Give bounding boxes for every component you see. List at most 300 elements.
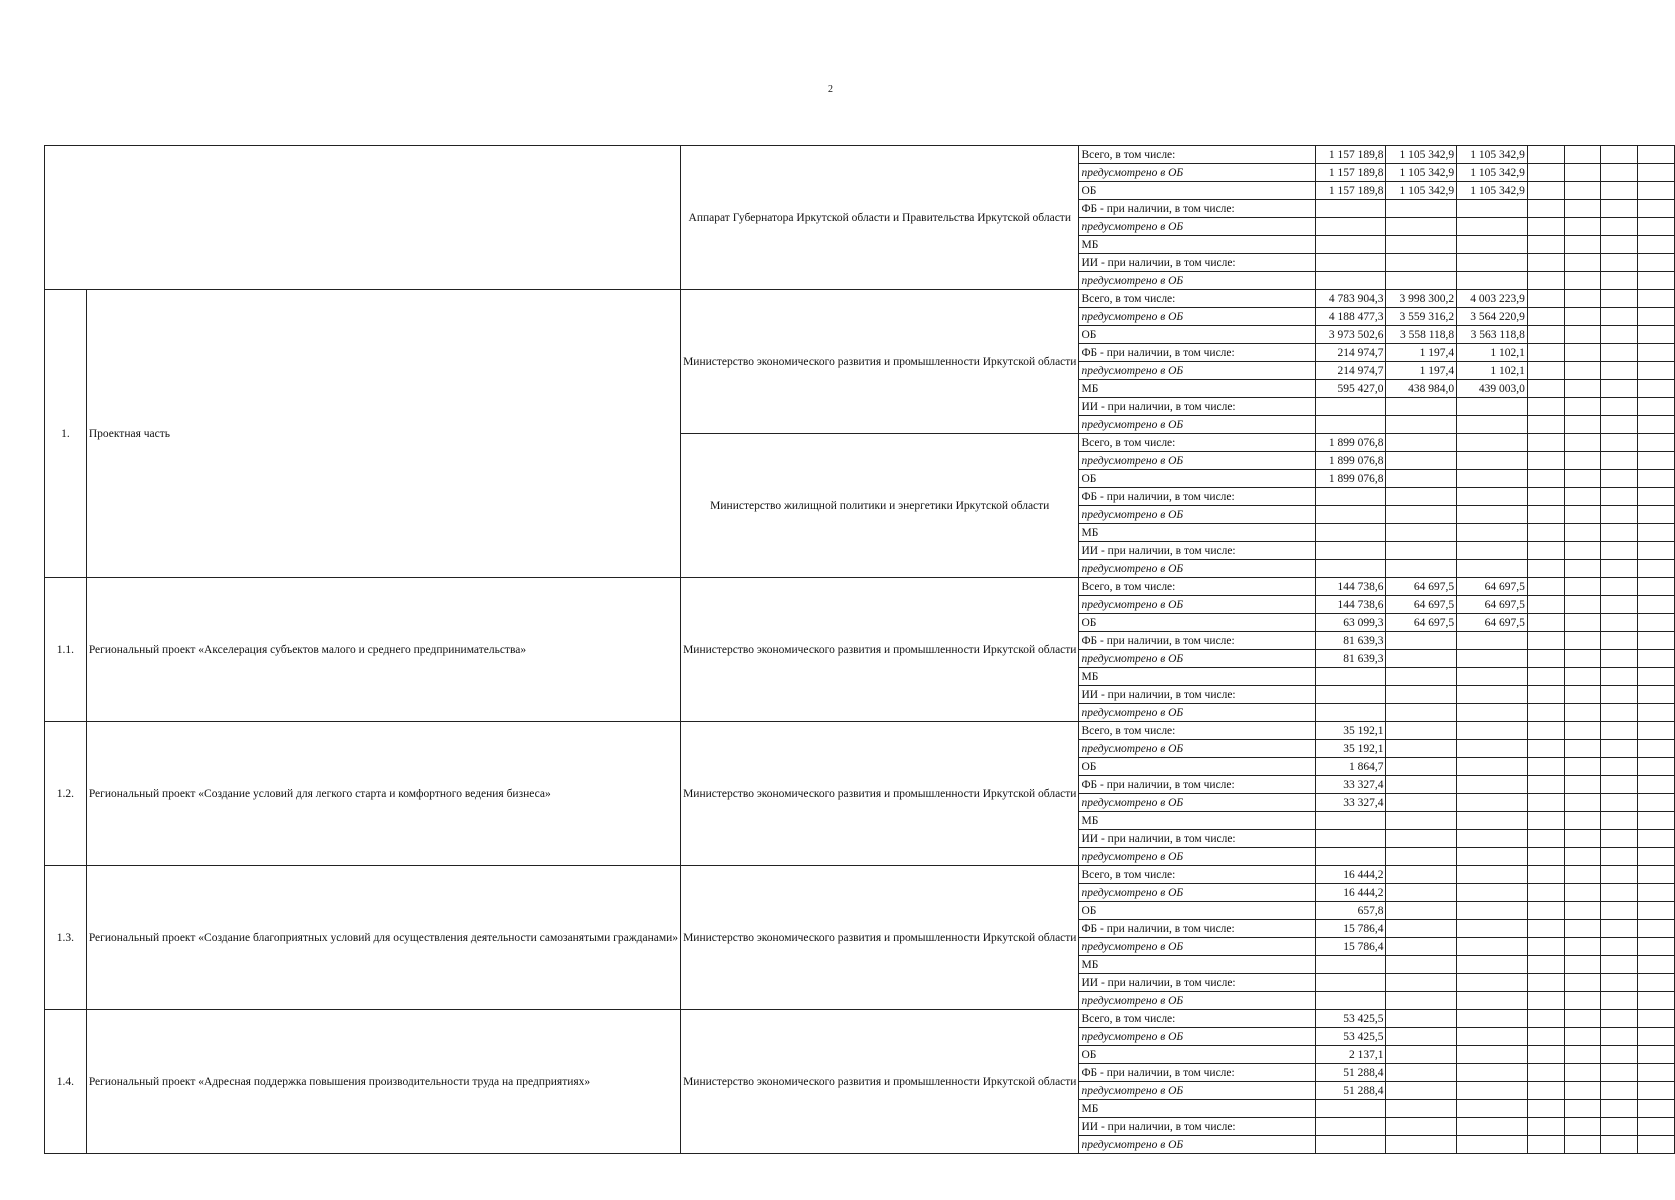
empty-cell xyxy=(1564,866,1601,884)
funding-source-label: предусмотрено в ОБ xyxy=(1079,452,1315,470)
empty-cell xyxy=(1527,254,1564,272)
empty-cell xyxy=(1527,776,1564,794)
funding-source-label: ОБ xyxy=(1079,1046,1315,1064)
amount-cell xyxy=(1386,560,1457,578)
funding-source-label: ФБ - при наличии, в том числе: xyxy=(1079,344,1315,362)
funding-source-label: ИИ - при наличии, в том числе: xyxy=(1079,686,1315,704)
empty-cell xyxy=(1638,164,1675,182)
empty-cell xyxy=(1638,794,1675,812)
empty-cell xyxy=(1601,200,1638,218)
empty-cell xyxy=(1638,416,1675,434)
funding-source-label: МБ xyxy=(1079,1100,1315,1118)
amount-cell xyxy=(1315,812,1386,830)
amount-cell xyxy=(1386,650,1457,668)
section-name: Региональный проект «Создание благоприятных условий для осуществления деятельности самозанятыми гражданами» xyxy=(86,866,680,1010)
empty-cell xyxy=(1638,200,1675,218)
funding-source-label: МБ xyxy=(1079,524,1315,542)
empty-cell xyxy=(1564,704,1601,722)
amount-cell: 15 786,4 xyxy=(1315,938,1386,956)
amount-cell: 438 984,0 xyxy=(1386,380,1457,398)
empty-cell xyxy=(1601,290,1638,308)
empty-cell xyxy=(1527,146,1564,164)
empty-cell xyxy=(1527,362,1564,380)
empty-cell xyxy=(1638,866,1675,884)
empty-cell xyxy=(1527,938,1564,956)
empty-cell xyxy=(1638,506,1675,524)
empty-cell xyxy=(1527,956,1564,974)
empty-cell xyxy=(1564,200,1601,218)
empty-cell xyxy=(1601,1046,1638,1064)
empty-cell xyxy=(1638,722,1675,740)
amount-cell xyxy=(1457,812,1528,830)
empty-cell xyxy=(1638,1010,1675,1028)
amount-cell: 1 197,4 xyxy=(1386,344,1457,362)
empty-cell xyxy=(1601,272,1638,290)
amount-cell xyxy=(1457,686,1528,704)
empty-cell xyxy=(1601,668,1638,686)
empty-cell xyxy=(1527,560,1564,578)
table-row xyxy=(45,866,1675,884)
empty-cell xyxy=(1564,578,1601,596)
amount-cell xyxy=(1315,992,1386,1010)
empty-cell xyxy=(1564,542,1601,560)
amount-cell xyxy=(1315,1118,1386,1136)
amount-cell: 51 288,4 xyxy=(1315,1064,1386,1082)
empty-cell xyxy=(1601,794,1638,812)
empty-cell xyxy=(1564,830,1601,848)
amount-cell: 81 639,3 xyxy=(1315,650,1386,668)
empty-cell xyxy=(1638,218,1675,236)
empty-cell xyxy=(1601,974,1638,992)
amount-cell xyxy=(1386,938,1457,956)
empty-cell xyxy=(1638,902,1675,920)
amount-cell xyxy=(1386,236,1457,254)
empty-cell xyxy=(1601,632,1638,650)
amount-cell: 1 899 076,8 xyxy=(1315,452,1386,470)
empty-cell xyxy=(1638,704,1675,722)
empty-cell xyxy=(1601,578,1638,596)
amount-cell xyxy=(1457,668,1528,686)
empty-cell xyxy=(1564,1010,1601,1028)
empty-cell xyxy=(1564,812,1601,830)
empty-cell xyxy=(1564,992,1601,1010)
funding-source-label: ОБ xyxy=(1079,758,1315,776)
funding-source-label: предусмотрено в ОБ xyxy=(1079,218,1315,236)
budget-table xyxy=(44,145,1675,1154)
amount-cell: 1 899 076,8 xyxy=(1315,470,1386,488)
funding-source-label: ОБ xyxy=(1079,182,1315,200)
funding-source-label: ОБ xyxy=(1079,326,1315,344)
empty-cell xyxy=(1638,830,1675,848)
empty-cell xyxy=(1601,236,1638,254)
empty-cell xyxy=(1601,470,1638,488)
amount-cell xyxy=(1386,866,1457,884)
amount-cell xyxy=(1386,632,1457,650)
empty-cell xyxy=(1564,254,1601,272)
section-number: 1. xyxy=(45,290,87,578)
amount-cell: 3 998 300,2 xyxy=(1386,290,1457,308)
funding-source-label: МБ xyxy=(1079,236,1315,254)
empty-cell xyxy=(1601,398,1638,416)
empty-cell xyxy=(1638,434,1675,452)
funding-source-label: ФБ - при наличии, в том числе: xyxy=(1079,632,1315,650)
amount-cell xyxy=(1386,1082,1457,1100)
amount-cell xyxy=(1386,1010,1457,1028)
empty-cell xyxy=(1601,902,1638,920)
empty-cell xyxy=(1601,434,1638,452)
funding-source-label: Всего, в том числе: xyxy=(1079,866,1315,884)
funding-source-label: предусмотрено в ОБ xyxy=(1079,164,1315,182)
table-row xyxy=(45,146,1675,164)
funding-source-label: ИИ - при наличии, в том числе: xyxy=(1079,974,1315,992)
empty-cell xyxy=(1638,524,1675,542)
empty-cell xyxy=(1527,1028,1564,1046)
empty-cell xyxy=(1564,326,1601,344)
amount-cell xyxy=(1457,1118,1528,1136)
amount-cell xyxy=(1457,1028,1528,1046)
page-number: 2 xyxy=(828,84,833,95)
funding-source-label: МБ xyxy=(1079,956,1315,974)
empty-cell xyxy=(1527,1064,1564,1082)
amount-cell: 4 188 477,3 xyxy=(1315,308,1386,326)
amount-cell xyxy=(1315,668,1386,686)
executor-name: Министерство экономического развития и промышленности Иркутской области xyxy=(681,578,1079,722)
amount-cell: 3 564 220,9 xyxy=(1457,308,1528,326)
empty-cell xyxy=(1527,668,1564,686)
executor-name: Министерство экономического развития и промышленности Иркутской области xyxy=(681,866,1079,1010)
amount-cell xyxy=(1386,542,1457,560)
amount-cell xyxy=(1457,272,1528,290)
empty-cell xyxy=(1564,434,1601,452)
amount-cell: 16 444,2 xyxy=(1315,884,1386,902)
funding-source-label: Всего, в том числе: xyxy=(1079,146,1315,164)
funding-source-label: предусмотрено в ОБ xyxy=(1079,848,1315,866)
empty-cell xyxy=(1638,452,1675,470)
empty-cell xyxy=(1527,542,1564,560)
empty-cell xyxy=(1638,974,1675,992)
empty-cell xyxy=(1638,542,1675,560)
empty-cell xyxy=(1564,596,1601,614)
amount-cell xyxy=(1457,722,1528,740)
amount-cell: 33 327,4 xyxy=(1315,776,1386,794)
empty-cell xyxy=(1601,614,1638,632)
empty-cell xyxy=(1527,722,1564,740)
empty-cell xyxy=(1601,362,1638,380)
empty-cell xyxy=(1638,326,1675,344)
amount-cell xyxy=(1457,506,1528,524)
empty-cell xyxy=(1638,272,1675,290)
amount-cell: 64 697,5 xyxy=(1386,596,1457,614)
empty-cell xyxy=(1601,542,1638,560)
empty-cell xyxy=(1638,560,1675,578)
amount-cell: 1 105 342,9 xyxy=(1457,164,1528,182)
empty-cell xyxy=(1527,326,1564,344)
amount-cell xyxy=(1386,272,1457,290)
funding-source-label: ФБ - при наличии, в том числе: xyxy=(1079,488,1315,506)
empty-cell xyxy=(1638,596,1675,614)
empty-cell xyxy=(1527,902,1564,920)
amount-cell: 144 738,6 xyxy=(1315,596,1386,614)
amount-cell xyxy=(1386,506,1457,524)
amount-cell xyxy=(1386,902,1457,920)
empty-cell xyxy=(1601,812,1638,830)
amount-cell xyxy=(1315,542,1386,560)
funding-source-label: ФБ - при наличии, в том числе: xyxy=(1079,200,1315,218)
empty-cell xyxy=(1527,164,1564,182)
amount-cell xyxy=(1386,884,1457,902)
empty-cell xyxy=(1638,920,1675,938)
funding-source-label: Всего, в том числе: xyxy=(1079,722,1315,740)
empty-cell xyxy=(1527,290,1564,308)
amount-cell xyxy=(1386,524,1457,542)
funding-source-label: предусмотрено в ОБ xyxy=(1079,596,1315,614)
amount-cell xyxy=(1386,1100,1457,1118)
amount-cell: 595 427,0 xyxy=(1315,380,1386,398)
amount-cell: 3 559 316,2 xyxy=(1386,308,1457,326)
empty-cell xyxy=(1527,452,1564,470)
empty-cell xyxy=(1601,920,1638,938)
amount-cell xyxy=(1457,992,1528,1010)
table-row xyxy=(45,722,1675,740)
funding-source-label: МБ xyxy=(1079,380,1315,398)
amount-cell xyxy=(1386,416,1457,434)
amount-cell xyxy=(1457,416,1528,434)
empty-cell xyxy=(1527,308,1564,326)
empty-cell xyxy=(1638,488,1675,506)
amount-cell: 1 157 189,8 xyxy=(1315,146,1386,164)
amount-cell xyxy=(1386,254,1457,272)
empty-cell xyxy=(1638,614,1675,632)
empty-cell xyxy=(1564,506,1601,524)
empty-cell xyxy=(1527,218,1564,236)
section-name: Проектная часть xyxy=(86,290,680,578)
section-number: 1.3. xyxy=(45,866,87,1010)
amount-cell: 35 192,1 xyxy=(1315,740,1386,758)
funding-source-label: предусмотрено в ОБ xyxy=(1079,308,1315,326)
empty-cell xyxy=(1527,884,1564,902)
empty-cell xyxy=(1601,506,1638,524)
funding-source-label: предусмотрено в ОБ xyxy=(1079,740,1315,758)
amount-cell xyxy=(1457,632,1528,650)
amount-cell: 214 974,7 xyxy=(1315,362,1386,380)
empty-cell xyxy=(1564,614,1601,632)
empty-cell xyxy=(1601,1064,1638,1082)
empty-cell xyxy=(1527,866,1564,884)
amount-cell xyxy=(1457,398,1528,416)
section-name: Региональный проект «Создание условий для легкого старта и комфортного ведения бизнеса» xyxy=(86,722,680,866)
table-row xyxy=(45,1010,1675,1028)
amount-cell: 64 697,5 xyxy=(1457,614,1528,632)
amount-cell xyxy=(1386,488,1457,506)
empty-cell xyxy=(1601,884,1638,902)
amount-cell: 214 974,7 xyxy=(1315,344,1386,362)
amount-cell xyxy=(1457,974,1528,992)
empty-cell xyxy=(1527,344,1564,362)
empty-cell xyxy=(1601,1028,1638,1046)
amount-cell xyxy=(1315,200,1386,218)
empty-cell xyxy=(1638,362,1675,380)
empty-cell xyxy=(1527,1136,1564,1154)
amount-cell xyxy=(1386,470,1457,488)
funding-source-label: ФБ - при наличии, в том числе: xyxy=(1079,920,1315,938)
amount-cell: 439 003,0 xyxy=(1457,380,1528,398)
empty-cell xyxy=(1564,1082,1601,1100)
amount-cell xyxy=(1457,1010,1528,1028)
amount-cell xyxy=(1315,254,1386,272)
empty-cell xyxy=(1564,416,1601,434)
empty-cell xyxy=(1564,794,1601,812)
empty-cell xyxy=(1601,488,1638,506)
amount-cell: 15 786,4 xyxy=(1315,920,1386,938)
amount-cell: 1 864,7 xyxy=(1315,758,1386,776)
funding-source-label: ОБ xyxy=(1079,902,1315,920)
empty-cell xyxy=(1638,344,1675,362)
amount-cell xyxy=(1457,776,1528,794)
empty-cell xyxy=(1527,830,1564,848)
empty-cell xyxy=(1527,794,1564,812)
executor-name: Министерство жилищной политики и энергетики Иркутской области xyxy=(681,434,1079,578)
funding-source-label: ИИ - при наличии, в том числе: xyxy=(1079,398,1315,416)
empty-cell xyxy=(1601,866,1638,884)
amount-cell xyxy=(1315,506,1386,524)
empty-cell xyxy=(1601,1100,1638,1118)
empty-cell xyxy=(1527,686,1564,704)
empty-cell xyxy=(1564,974,1601,992)
amount-cell xyxy=(1315,956,1386,974)
amount-cell: 4 003 223,9 xyxy=(1457,290,1528,308)
empty-cell xyxy=(1564,560,1601,578)
empty-cell xyxy=(1527,596,1564,614)
empty-cell xyxy=(1638,686,1675,704)
empty-cell xyxy=(1527,1118,1564,1136)
amount-cell: 1 105 342,9 xyxy=(1386,182,1457,200)
empty-cell xyxy=(1638,1118,1675,1136)
amount-cell xyxy=(1457,902,1528,920)
funding-source-label: предусмотрено в ОБ xyxy=(1079,1028,1315,1046)
amount-cell xyxy=(1386,956,1457,974)
amount-cell xyxy=(1386,686,1457,704)
funding-source-label: предусмотрено в ОБ xyxy=(1079,362,1315,380)
empty-cell xyxy=(1638,578,1675,596)
amount-cell xyxy=(1386,1136,1457,1154)
amount-cell: 1 157 189,8 xyxy=(1315,182,1386,200)
empty-cell xyxy=(1564,650,1601,668)
funding-source-label: МБ xyxy=(1079,668,1315,686)
amount-cell xyxy=(1315,974,1386,992)
empty-cell xyxy=(1564,470,1601,488)
empty-cell xyxy=(1527,758,1564,776)
amount-cell xyxy=(1457,236,1528,254)
amount-cell: 64 697,5 xyxy=(1386,578,1457,596)
empty-cell xyxy=(1638,308,1675,326)
executor-name: Министерство экономического развития и промышленности Иркутской области xyxy=(681,290,1079,434)
empty-cell xyxy=(1601,1118,1638,1136)
amount-cell xyxy=(1315,848,1386,866)
amount-cell xyxy=(1386,848,1457,866)
amount-cell xyxy=(1315,272,1386,290)
amount-cell: 4 783 904,3 xyxy=(1315,290,1386,308)
amount-cell: 657,8 xyxy=(1315,902,1386,920)
funding-source-label: предусмотрено в ОБ xyxy=(1079,794,1315,812)
amount-cell xyxy=(1386,992,1457,1010)
empty-cell xyxy=(1564,398,1601,416)
empty-cell xyxy=(1638,1100,1675,1118)
empty-cell xyxy=(1638,1082,1675,1100)
empty-cell xyxy=(1564,1118,1601,1136)
amount-cell xyxy=(1315,704,1386,722)
amount-cell: 3 563 118,8 xyxy=(1457,326,1528,344)
empty-cell xyxy=(1527,704,1564,722)
empty-cell xyxy=(1601,740,1638,758)
empty-cell xyxy=(1601,758,1638,776)
amount-cell: 63 099,3 xyxy=(1315,614,1386,632)
amount-cell: 1 899 076,8 xyxy=(1315,434,1386,452)
amount-cell: 1 105 342,9 xyxy=(1386,146,1457,164)
section-blank-cell xyxy=(45,146,681,290)
empty-cell xyxy=(1638,740,1675,758)
amount-cell xyxy=(1386,794,1457,812)
empty-cell xyxy=(1601,722,1638,740)
amount-cell xyxy=(1386,668,1457,686)
empty-cell xyxy=(1564,182,1601,200)
empty-cell xyxy=(1601,254,1638,272)
empty-cell xyxy=(1564,146,1601,164)
empty-cell xyxy=(1638,956,1675,974)
empty-cell xyxy=(1601,650,1638,668)
empty-cell xyxy=(1527,614,1564,632)
empty-cell xyxy=(1601,686,1638,704)
empty-cell xyxy=(1601,218,1638,236)
section-name: Региональный проект «Акселерация субъектов малого и среднего предпринимательства» xyxy=(86,578,680,722)
amount-cell xyxy=(1386,1046,1457,1064)
amount-cell xyxy=(1315,236,1386,254)
amount-cell xyxy=(1386,830,1457,848)
empty-cell xyxy=(1638,1046,1675,1064)
amount-cell xyxy=(1386,758,1457,776)
empty-cell xyxy=(1638,146,1675,164)
empty-cell xyxy=(1638,254,1675,272)
amount-cell xyxy=(1386,200,1457,218)
section-number: 1.2. xyxy=(45,722,87,866)
empty-cell xyxy=(1564,632,1601,650)
empty-cell xyxy=(1564,1028,1601,1046)
amount-cell xyxy=(1315,686,1386,704)
empty-cell xyxy=(1638,650,1675,668)
empty-cell xyxy=(1601,938,1638,956)
empty-cell xyxy=(1564,848,1601,866)
amount-cell: 3 558 118,8 xyxy=(1386,326,1457,344)
funding-source-label: предусмотрено в ОБ xyxy=(1079,506,1315,524)
empty-cell xyxy=(1527,632,1564,650)
amount-cell: 2 137,1 xyxy=(1315,1046,1386,1064)
amount-cell xyxy=(1386,1118,1457,1136)
empty-cell xyxy=(1601,704,1638,722)
executor-name: Аппарат Губернатора Иркутской области и Правительства Иркутской области xyxy=(681,146,1079,290)
amount-cell: 1 102,1 xyxy=(1457,362,1528,380)
empty-cell xyxy=(1638,884,1675,902)
empty-cell xyxy=(1527,272,1564,290)
empty-cell xyxy=(1638,290,1675,308)
amount-cell xyxy=(1315,1100,1386,1118)
amount-cell xyxy=(1457,1100,1528,1118)
empty-cell xyxy=(1564,452,1601,470)
empty-cell xyxy=(1638,776,1675,794)
empty-cell xyxy=(1564,272,1601,290)
empty-cell xyxy=(1601,182,1638,200)
amount-cell xyxy=(1457,1136,1528,1154)
amount-cell xyxy=(1315,524,1386,542)
funding-source-label: предусмотрено в ОБ xyxy=(1079,272,1315,290)
